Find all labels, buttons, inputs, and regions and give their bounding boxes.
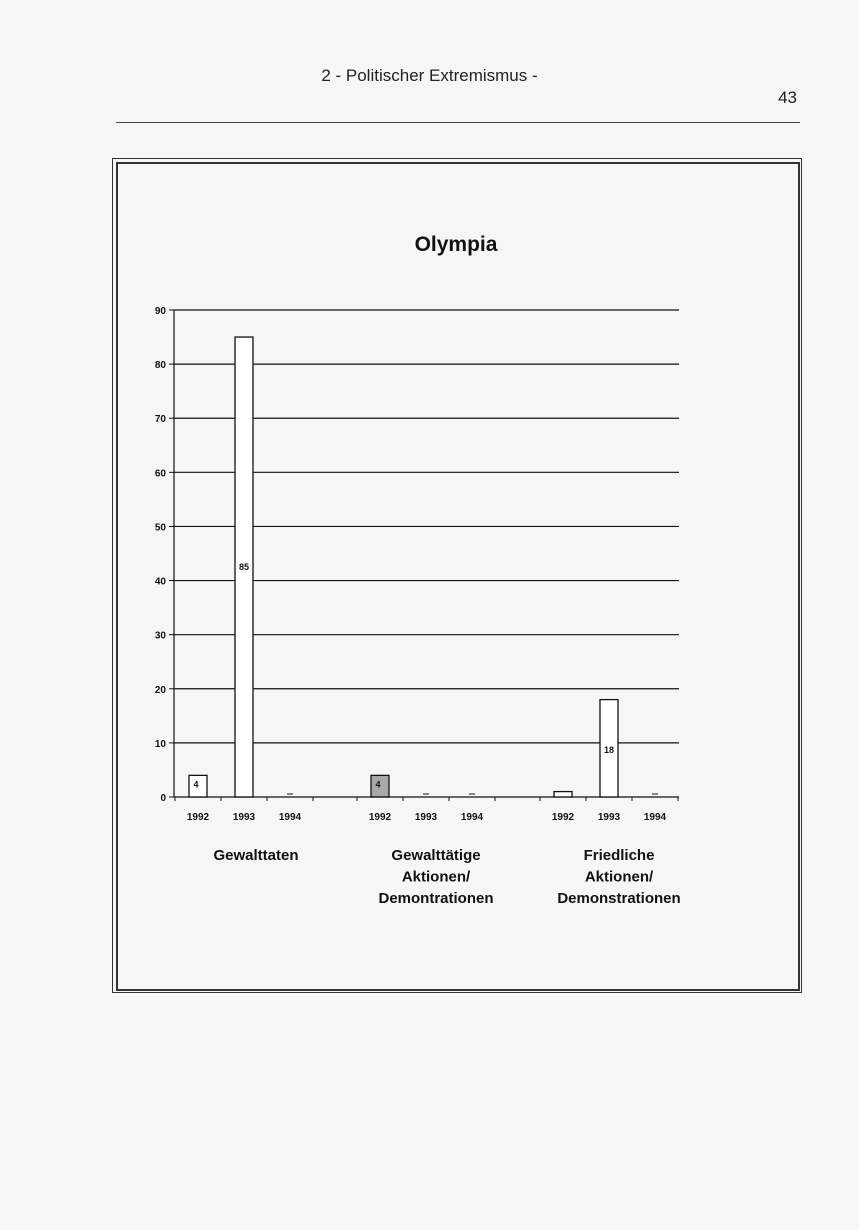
x-tick-label: 1994 (278, 812, 302, 823)
y-tick-label: 20 (154, 684, 166, 696)
y-tick-label: 50 (154, 522, 166, 534)
group-label-line: Gewalttätige (391, 847, 481, 864)
x-tick-labels (187, 812, 681, 907)
y-tick-label: 10 (154, 738, 166, 750)
x-tick-label: 1993 (414, 812, 438, 823)
x-tick-label: 1994 (643, 812, 667, 823)
y-tick-label: 0 (160, 793, 166, 804)
group-label-line: Aktionen/ (401, 868, 471, 886)
x-tick-label: 1992 (551, 812, 575, 823)
y-tick-label: 70 (154, 414, 166, 426)
page-number: 43 (778, 88, 797, 107)
group-label (557, 847, 680, 907)
y-tick-label: 30 (154, 630, 166, 642)
group-label (213, 847, 298, 864)
y-tick-label: 40 (154, 576, 166, 588)
x-tick-label: 1993 (232, 812, 256, 823)
data-label: 4 (193, 779, 199, 790)
group-label (378, 847, 493, 907)
data-label: 18 (603, 745, 615, 755)
bar (554, 792, 572, 797)
group-label-line: Demontrationen (378, 890, 494, 907)
group-label-line: Friedliche (583, 847, 655, 864)
y-tick-label: 90 (154, 306, 166, 317)
x-tick-label: 1994 (460, 812, 484, 823)
group-label-line: Gewalttaten (213, 847, 299, 864)
data-label: 85 (238, 562, 250, 573)
x-tick-label: 1993 (597, 812, 621, 823)
group-label-line: Aktionen/ (584, 868, 654, 886)
group-label-line: Demonstrationen (557, 890, 681, 907)
data-label: 4 (375, 779, 381, 790)
bars (189, 337, 658, 797)
y-tick-label: 80 (154, 360, 166, 372)
x-tick-label: 1992 (368, 812, 392, 823)
y-tick-label: 60 (154, 468, 166, 480)
chart-title: Olympia (414, 233, 498, 256)
x-tick-label: 1992 (186, 812, 210, 823)
running-head: 2 - Politischer Extremismus - (321, 66, 538, 85)
